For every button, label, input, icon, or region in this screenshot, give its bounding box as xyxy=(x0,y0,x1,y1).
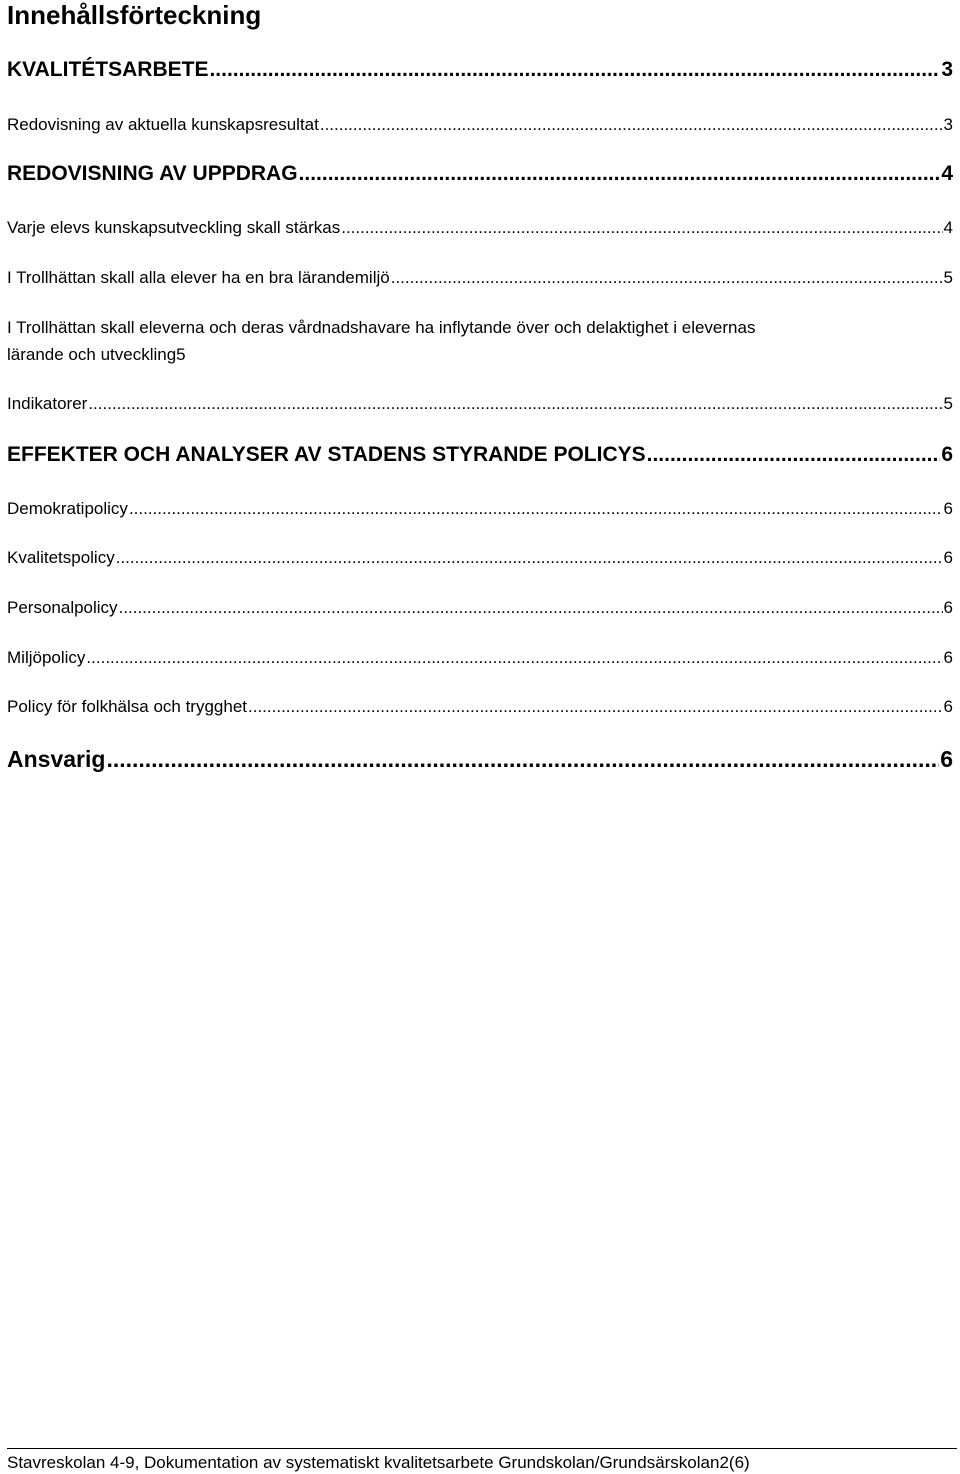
toc-entry-larandemiljo[interactable] xyxy=(7,268,953,288)
toc-entry-kvalitetspolicy[interactable] xyxy=(7,548,953,568)
toc-page-number: 4 xyxy=(943,218,953,237)
toc-page-number: 5 xyxy=(943,394,953,413)
toc-page-number: 6 xyxy=(943,598,953,617)
toc-entry-text: Miljöpolicy xyxy=(7,648,86,667)
toc-page-number: 6 xyxy=(940,746,953,772)
toc-entry-text: Varje elevs kunskapsutveckling skall stärkas xyxy=(7,218,341,237)
toc-leader xyxy=(341,218,942,238)
toc-entry-redovisning-kunskapsresultat[interactable] xyxy=(7,115,953,135)
toc-entry-folkhalsa-trygghet[interactable] xyxy=(7,697,953,717)
toc-page-number: 3 xyxy=(941,58,953,81)
toc-page-number: 5 xyxy=(943,268,953,287)
toc-entry-kvalitetsarbete[interactable] xyxy=(7,58,953,82)
toc-page-number: 4 xyxy=(941,162,953,185)
toc-entry-text: Demokratipolicy xyxy=(7,499,128,518)
toc-entry-text: KVALITÉTSARBETE xyxy=(7,58,209,81)
page-title: Innehållsförteckning xyxy=(7,0,262,30)
table-of-contents xyxy=(7,0,953,800)
toc-entry-miljopolicy[interactable] xyxy=(7,648,953,668)
toc-entry-text: EFFEKTER OCH ANALYSER AV STADENS STYRANDE POLICYS xyxy=(7,443,646,466)
toc-entry-text: Redovisning av aktuella kunskapsresultat xyxy=(7,115,319,134)
toc-leader xyxy=(320,115,943,135)
toc-entry-text: Ansvarig xyxy=(7,746,106,772)
toc-entry-text: Indikatorer xyxy=(7,394,88,413)
footer-divider xyxy=(7,1448,957,1449)
toc-leader xyxy=(129,499,943,519)
toc-leader xyxy=(647,443,941,467)
toc-entry-redovisning-av-uppdrag[interactable] xyxy=(7,162,953,186)
toc-entry-effekter-och-analyser[interactable] xyxy=(7,443,953,467)
toc-leader xyxy=(116,548,943,568)
toc-leader xyxy=(86,648,942,668)
toc-leader xyxy=(209,58,940,82)
toc-page-number: 6 xyxy=(941,443,953,466)
toc-entry-kunskapsutveckling[interactable] xyxy=(7,218,953,238)
toc-entry-personalpolicy[interactable] xyxy=(7,598,953,618)
toc-entry-text: Policy för folkhälsa och trygghet xyxy=(7,697,248,716)
toc-leader xyxy=(248,697,943,717)
toc-entry-text: Personalpolicy xyxy=(7,598,118,617)
toc-entry-text-line1: I Trollhättan skall eleverna och deras vårdnadshavare ha inflytande över och delaktighet i elevernas xyxy=(7,318,756,337)
toc-page-number: 6 xyxy=(943,697,953,716)
toc-page-number: 6 xyxy=(943,499,953,518)
toc-leader xyxy=(391,268,943,288)
toc-page-number: 5 xyxy=(176,345,186,364)
toc-entry-inflytande[interactable] xyxy=(7,316,953,370)
toc-leader xyxy=(299,162,941,186)
toc-page-number: 3 xyxy=(943,115,953,134)
toc-entry-text: REDOVISNING AV UPPDRAG xyxy=(7,162,298,185)
toc-leader xyxy=(88,394,942,414)
toc-entry-text-line2: lärande och utveckling xyxy=(7,345,177,364)
toc-page-number: 6 xyxy=(943,648,953,667)
toc-leader xyxy=(119,598,943,618)
toc-entry-ansvarig[interactable] xyxy=(7,746,953,772)
toc-entry-demokratipolicy[interactable] xyxy=(7,499,953,519)
toc-entry-text: Kvalitetspolicy xyxy=(7,548,115,567)
page-footer: Stavreskolan 4-9, Dokumentation av systematiskt kvalitetsarbete Grundskolan/Grundsärskolan2(6) xyxy=(7,1453,750,1472)
toc-page-number: 6 xyxy=(943,548,953,567)
toc-leader xyxy=(106,746,939,772)
toc-entry-text: I Trollhättan skall alla elever ha en bra lärandemiljö xyxy=(7,268,390,287)
toc-entry-indikatorer[interactable] xyxy=(7,394,953,414)
